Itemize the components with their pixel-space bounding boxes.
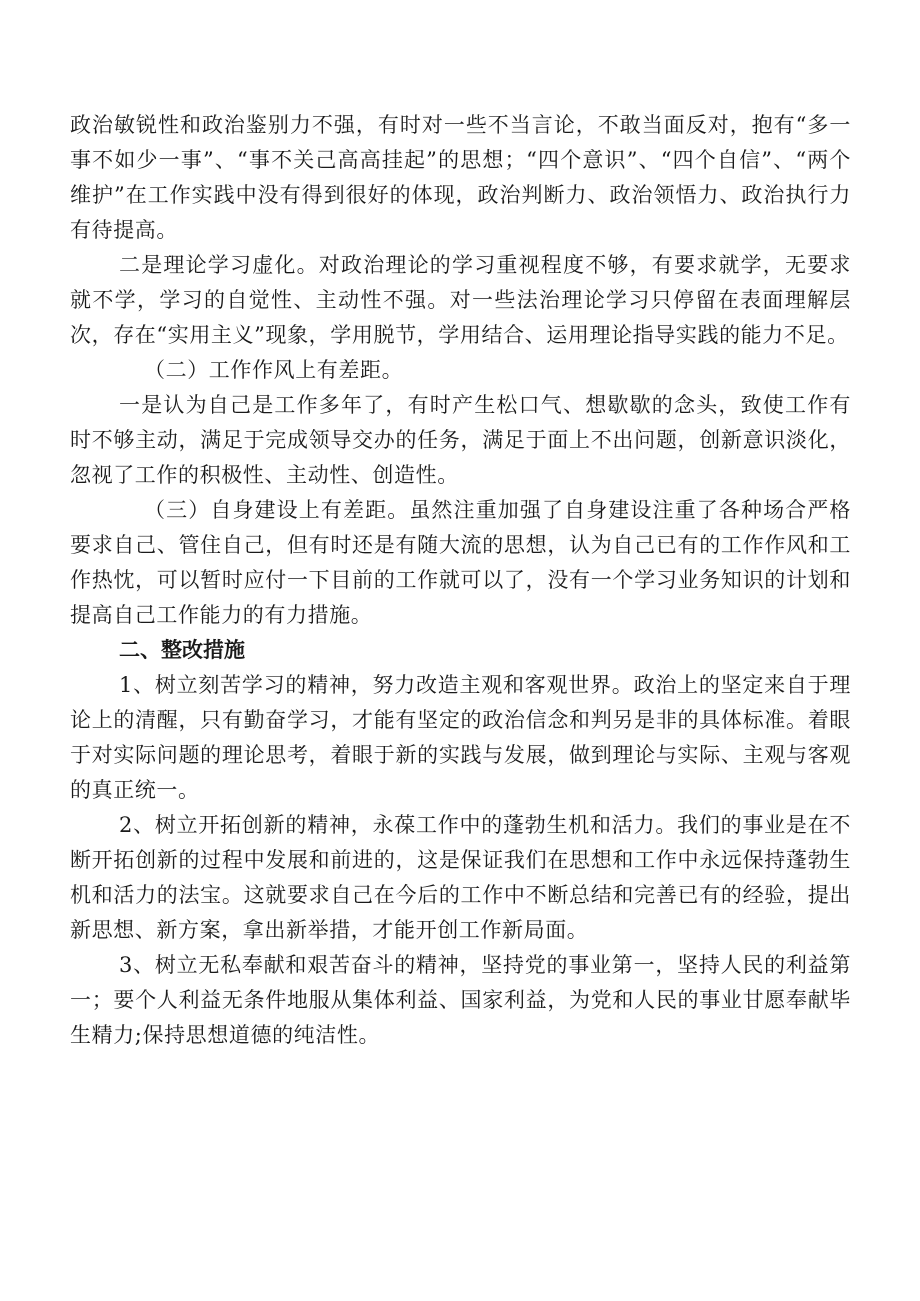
- subheading-work-style: （二）工作作风上有差距。: [144, 358, 404, 382]
- paragraph-self-construction: （三）自身建设上有差距。虽然注重加强了自身建设注重了各种场合严格要求自己、管住自己，但有时还是有随大流的思想，认为自己已有的工作作风和工作热忱，可以暂时应付一下目前的工作就可以了，没有一个学习业务知识的计划和提高自己工作能力的有力措施。: [70, 498, 851, 627]
- document-page: [70, 108, 851, 1053]
- paragraph-political-awareness: 政治敏锐性和政治鉴别力不强，有时对一些不当言论，不敢当面反对，抱有“多一事不如少一事”、“事不关己高高挂起”的思想；“四个意识”、“四个自信”、“两个维护”在工作实践中没有得到很好的体现，政治判断力、政治领悟力、政治执行力有待提高。: [70, 113, 851, 242]
- paragraph-measure-3: 3、树立无私奉献和艰苦奋斗的精神，坚持党的事业第一，坚持人民的利益第一；要个人利益无条件地服从集体利益、国家利益，为党和人民的事业甘愿奉献毕生精力;保持思想道德的纯洁性。: [70, 953, 851, 1047]
- section-heading-rectification: 二、整改措施: [119, 638, 245, 662]
- paragraph-measure-1: 1、树立刻苦学习的精神，努力改造主观和客观世界。政治上的坚定来自于理论上的清醒，只有勤奋学习，才能有坚定的政治信念和判另是非的具体标准。着眼于对实际问题的理论思考，着眼于新的实践与发展，做到理论与实际、主观与客观的真正统一。: [70, 673, 851, 802]
- paragraph-measure-2: 2、树立开拓创新的精神，永葆工作中的蓬勃生机和活力。我们的事业是在不断开拓创新的过程中发展和前进的，这是保证我们在思想和工作中永远保持蓬勃生机和活力的法宝。这就要求自己在今后的工作中不断总结和完善已有的经验，提出新思想、新方案，拿出新举措，才能开创工作新局面。: [70, 813, 851, 942]
- paragraph-work-style: 一是认为自己是工作多年了，有时产生松口气、想歇歇的念头，致使工作有时不够主动，满足于完成领导交办的任务，满足于面上不出问题，创新意识淡化，忽视了工作的积极性、主动性、创造性。: [70, 393, 851, 487]
- paragraph-theory-study: 二是理论学习虚化。对政治理论的学习重视程度不够，有要求就学，无要求就不学，学习的自觉性、主动性不强。对一些法治理论学习只停留在表面理解层次，存在“实用主义”现象，学用脱节，学用结合、运用理论指导实践的能力不足。: [70, 253, 851, 347]
